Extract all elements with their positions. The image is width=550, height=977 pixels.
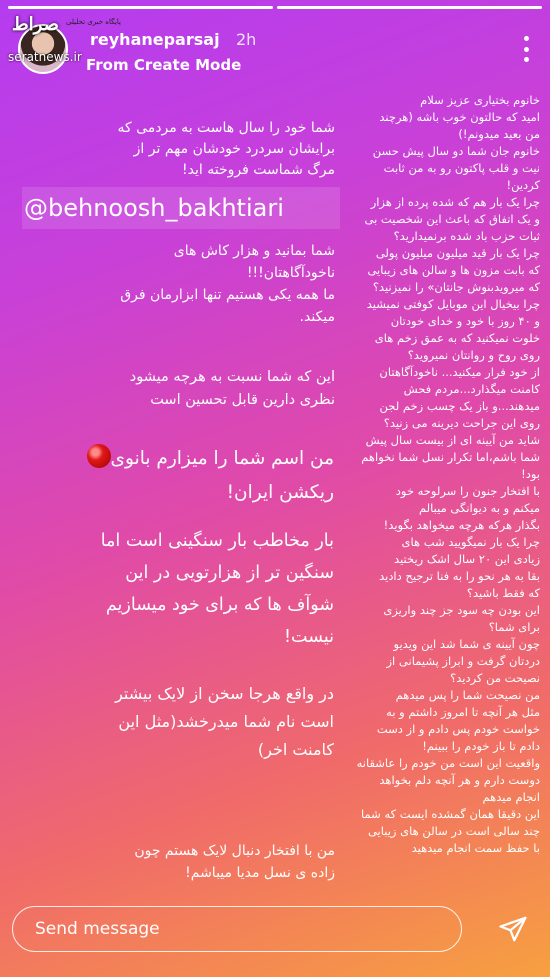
text-line: کامنت اخر) — [257, 740, 334, 759]
text-line: ریکشن ایران! — [226, 482, 334, 503]
comment-line: چرا یک بار نمیگویید شب های — [401, 535, 540, 549]
comment-line: خواست خودم پس دادم و از دست — [376, 722, 540, 736]
comment-line: دردتان گرفت و ابراز پشیمانی از — [386, 654, 540, 668]
text-line: میکند. — [299, 309, 335, 325]
comment-line: کردین! — [506, 178, 540, 192]
progress-segment — [277, 6, 542, 9]
create-mode-label[interactable]: From Create Mode — [86, 56, 242, 74]
comment-line: که فقط باشید؟ — [466, 586, 540, 600]
comment-line: که میرویدبنوش جانتان» را نمیزنید؟ — [372, 280, 540, 294]
comment-line: دادم تا باز خودم را ببینم! — [422, 739, 540, 753]
comment-line: این بودن چه سود جز چند واریزی — [383, 603, 540, 617]
comment-line: مثل هر آنچه تا امروز داشتم و به — [386, 705, 540, 719]
comment-line: و ۴۰ روز با خود و خدای خودتان — [390, 314, 540, 328]
mention-sticker[interactable] — [22, 187, 340, 229]
comment-line: با حفظ سمت انجام میدهید — [411, 841, 540, 855]
comment-line: نصیحت من کردید؟ — [450, 671, 540, 685]
text-line: من با افتخار دنبال لایک هستم چون — [134, 843, 335, 859]
text-line: مرگ شماست فروخته اید! — [182, 162, 335, 178]
username[interactable]: reyhaneparsaj — [90, 30, 220, 49]
text-line-content: من اسم شما را میزارم بانوی — [110, 448, 334, 469]
reply-paragraph-3 — [20, 366, 335, 412]
text-line: نظری دارین قابل تحسین است — [150, 392, 335, 408]
comment-line: با افتخار جنون را سرلوحه خود — [395, 484, 540, 498]
text-line: سنگین تر از هزارتویی در این — [125, 563, 334, 583]
reply-paragraph-1 — [20, 118, 335, 181]
comment-line: کامنت میگذارد...مردم فحش — [403, 382, 540, 396]
red-circle-emoji-icon — [87, 444, 111, 468]
comment-line: که بابت مزون ها و سالن های زیبایی — [367, 263, 540, 277]
comment-line: چون آیینه ی شما شد این ویدیو — [393, 637, 540, 651]
comment-line: برای شما؟ — [488, 620, 540, 634]
comment-line: چرا یک بار قید میلیون میلیون پولی — [375, 246, 540, 260]
comment-line: بود! — [521, 467, 540, 481]
comment-line: چند سالی است در سالن های زیبایی — [367, 824, 540, 838]
text-line: است نام شما میدرخشد(مثل این — [118, 712, 334, 731]
post-time: 2h — [236, 30, 257, 49]
reply-paragraph-7 — [20, 840, 335, 884]
send-message-input[interactable] — [12, 906, 462, 952]
text-line: ما همه یکی هستیم تنها ابزارمان فرق — [120, 287, 335, 303]
comment-line: واقعیت این است من خودم را عاشقانه — [356, 756, 540, 770]
comment-line: خانوم جان شما دو سال پیش حسن — [372, 144, 540, 158]
comment-line: دوست دارم و هر آنچه دلم بخواهد — [379, 773, 540, 787]
watermark-logo: صراط — [12, 14, 59, 35]
text-line: ناخودآگاهتان!!! — [246, 265, 335, 281]
comment-line: این دقیقا همان گمشده ایست که شما — [361, 807, 540, 821]
progress-segment — [8, 6, 273, 9]
reply-paragraph-4 — [16, 442, 334, 510]
comment-line: و یک اتفاق که باعث این شخصیت بی — [364, 212, 540, 226]
message-bar — [0, 900, 550, 977]
reply-paragraph-5 — [16, 525, 334, 653]
comment-line: خلوت نمیکنید که به عمق زخم های — [374, 331, 540, 345]
comment-line: روی روح و روانتان نمیروید؟ — [407, 348, 540, 362]
story-progress-bar — [8, 6, 542, 9]
text-line: شوآف ها که برای خود میسازیم — [105, 595, 334, 615]
comment-line: من بعید میدونم!) — [458, 127, 540, 141]
text-line: برایشان سردرد خودشان مهم تر از — [133, 141, 335, 157]
comment-line: از خود فرار میکنید... ناخودآگاهتان — [379, 365, 540, 379]
comment-line: میدهند...و باز یک چسب زخم لجن — [379, 399, 540, 413]
comment-line: ثبات حزب باد شده برنمیدارید؟ — [393, 229, 540, 243]
comment-line: چرا بیخیال این موبایل کوفتی نمیشید — [366, 297, 540, 311]
comment-line: انجام میدهم — [482, 790, 540, 804]
comment-line: شاید من آیینه ای از بیست سال پیش — [365, 433, 540, 447]
text-line: در واقع هرجا سخن از لایک بیشتر — [115, 684, 334, 703]
send-message-placeholder: Send message — [35, 919, 160, 939]
paper-plane-icon[interactable] — [498, 914, 528, 944]
comment-line: امید که حالتون خوب باشه (هرچند — [379, 110, 540, 124]
comment-line: بگذار هرکه هرچه میخواهد بگوید! — [383, 518, 540, 532]
comment-screenshot — [340, 92, 540, 857]
text-line: نیست! — [284, 627, 334, 647]
watermark-site: seratnews.ir — [8, 50, 82, 64]
story-header — [8, 14, 538, 80]
comment-line: چرا یک بار هم که شده پرده از هزار — [370, 195, 540, 209]
comment-line: روی این جراحت دیرینه می زنید؟ — [383, 416, 540, 430]
comment-line: زیادی این ۲۰ سال اشک ریختید — [394, 552, 540, 566]
more-vertical-icon[interactable] — [524, 36, 530, 62]
text-line: این که شما نسبت به هرچه میشود — [129, 369, 335, 385]
text-line — [16, 442, 334, 476]
comment-line: بقا به هر نحو را به فنا ترجیح دادید — [379, 569, 540, 583]
comment-line: من نصیحت شما را پس میدهم — [395, 688, 540, 702]
comment-line: شما باشم،اما تکرار نسل شما نخواهم — [361, 450, 540, 464]
text-line: زاده ی نسل مدیا میباشم! — [185, 865, 335, 881]
reply-paragraph-2 — [20, 240, 335, 328]
comment-line: نیت و قلب پاکتون رو به من ثابت — [383, 161, 540, 175]
text-line: بار مخاطب بار سنگینی است اما — [100, 531, 334, 551]
comment-line: خانوم بختیاری عزیز سلام — [420, 93, 540, 107]
text-line: شما خود را سال هاست به مردمی که — [117, 120, 335, 136]
watermark-subtitle: پایگاه خبری تحلیلی — [66, 18, 121, 26]
reply-paragraph-6 — [16, 680, 334, 764]
mention-text: @behnoosh_bakhtiari — [24, 194, 284, 222]
text-line: شما بمانید و هزار کاش های — [173, 243, 335, 259]
comment-line: میکنم و به دیوانگی میبالم — [418, 501, 540, 515]
